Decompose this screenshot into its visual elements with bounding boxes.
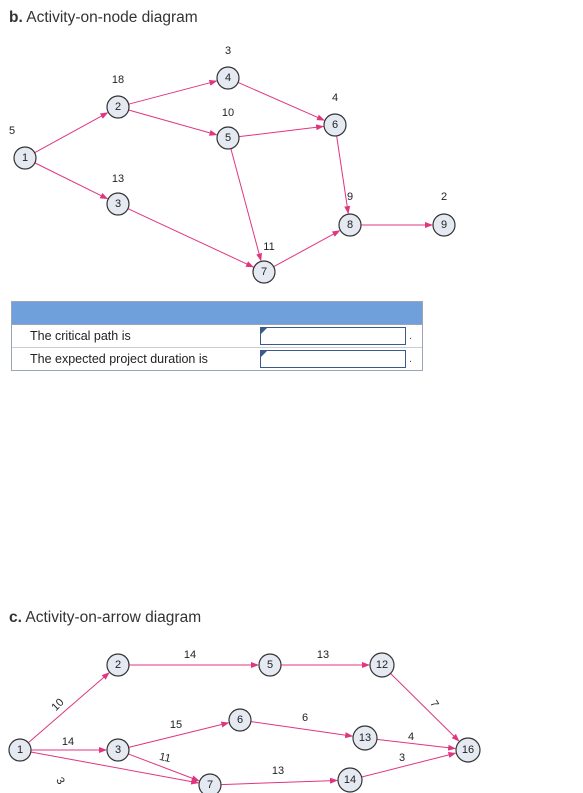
aon-nodes	[9, 45, 455, 283]
aon-node-id: 7	[260, 266, 268, 278]
answer-table	[11, 301, 423, 371]
aon-node-7	[253, 261, 275, 283]
aon-node-8	[339, 214, 361, 236]
aon-arrow-2-4	[129, 81, 217, 104]
aoa-duration-label: 11	[158, 750, 172, 766]
aon-node-id: 3	[114, 198, 122, 210]
duration-label: The expected project duration is	[30, 352, 208, 366]
aoa-node-id: 3	[114, 744, 122, 756]
aon-duration-label: 9	[346, 191, 354, 203]
aoa-node-6	[229, 709, 251, 731]
aoa-duration-label: 7	[427, 698, 441, 710]
aoa-duration-label: 14	[183, 649, 197, 661]
answer-row-critical-path	[12, 325, 422, 348]
aon-duration-label: 11	[263, 241, 275, 253]
aon-arrow-4-6	[238, 82, 324, 120]
answer-table-header	[12, 302, 422, 325]
section-c-title: Activity-on-arrow diagram	[21, 609, 202, 626]
aoa-node-id: 2	[114, 659, 122, 671]
aoa-duration-label: 6	[301, 712, 309, 724]
aoa-node-3	[107, 739, 129, 761]
aoa-arrow-7-14	[221, 780, 337, 784]
critical-path-suffix: .	[409, 330, 413, 342]
aoa-duration-label: 13	[316, 649, 330, 661]
aoa-arrow-1-2	[28, 673, 109, 743]
aoa-node-id: 6	[236, 714, 244, 726]
aon-node-5	[217, 127, 239, 149]
aoa-node-16	[456, 738, 480, 762]
aon-node-id: 4	[224, 72, 232, 84]
duration-suffix: .	[409, 353, 413, 365]
aon-node-id: 2	[114, 101, 122, 113]
critical-path-label: The critical path is	[30, 329, 131, 343]
aon-duration-label: 2	[440, 191, 448, 203]
section-c-heading	[9, 609, 201, 627]
aoa-duration-label: 15	[169, 719, 183, 731]
aoa-arrow-12-16	[390, 673, 459, 741]
aoa-arrow-13-16	[376, 739, 455, 748]
aoa-duration-label: 14	[61, 736, 75, 748]
aoa-arrow-14-16	[361, 753, 456, 777]
aon-arrow-2-5	[129, 110, 217, 135]
aoa-node-id: 5	[266, 659, 274, 671]
aoa-duration-label: 4	[407, 731, 415, 743]
aon-duration-label: 3	[224, 45, 232, 57]
aon-arrow-1-2	[35, 113, 108, 153]
aoa-node-13	[353, 726, 377, 750]
aon-node-id: 5	[224, 132, 232, 144]
aon-duration-label: 18	[111, 74, 125, 86]
aoa-node-2	[107, 654, 129, 676]
aon-node-id: 8	[346, 219, 354, 231]
aoa-nodes	[9, 653, 480, 793]
aon-node-2	[107, 96, 129, 118]
aon-arrow-1-3	[35, 163, 107, 199]
aon-node-id: 1	[21, 152, 29, 164]
aon-node-9	[433, 214, 455, 236]
aon-arrow-3-7	[128, 209, 253, 267]
aoa-node-14	[338, 768, 362, 792]
aon-duration-label: 4	[331, 92, 339, 104]
aon-node-1	[14, 147, 36, 169]
aoa-node-id: 16	[461, 744, 475, 756]
aoa-duration-label: 3	[53, 775, 67, 787]
aoa-node-12	[370, 653, 394, 677]
aon-duration-label: 13	[111, 173, 125, 185]
aoa-node-id: 12	[375, 659, 389, 671]
aoa-node-id: 7	[206, 779, 214, 791]
critical-path-input[interactable]	[260, 327, 406, 345]
section-b-title: Activity-on-node diagram	[22, 9, 198, 26]
aon-node-3	[107, 193, 129, 215]
section-c-prefix: c.	[9, 609, 22, 626]
section-b-prefix: b.	[9, 9, 23, 26]
aon-node-4	[217, 67, 239, 89]
aon-duration-label: 10	[221, 107, 235, 119]
aon-arrow-5-6	[239, 126, 323, 136]
aoa-duration-label: 13	[271, 765, 285, 777]
aoa-node-id: 1	[16, 744, 24, 756]
aon-node-id: 9	[440, 219, 448, 231]
aon-duration-label: 5	[8, 125, 16, 137]
aoa-node-5	[259, 654, 281, 676]
aon-node-6	[324, 114, 346, 136]
aon-arrow-5-7	[231, 149, 261, 261]
aoa-node-7	[199, 774, 221, 793]
aoa-node-1	[9, 739, 31, 761]
aon-node-id: 6	[331, 119, 339, 131]
aoa-node-id: 13	[358, 732, 372, 744]
duration-input[interactable]	[260, 350, 406, 368]
answer-row-duration	[12, 348, 422, 370]
aoa-duration-label: 3	[398, 752, 406, 764]
aon-arrow-7-8	[274, 231, 340, 267]
aoa-duration-label: 10	[49, 696, 67, 714]
aoa-node-id: 14	[343, 774, 357, 786]
